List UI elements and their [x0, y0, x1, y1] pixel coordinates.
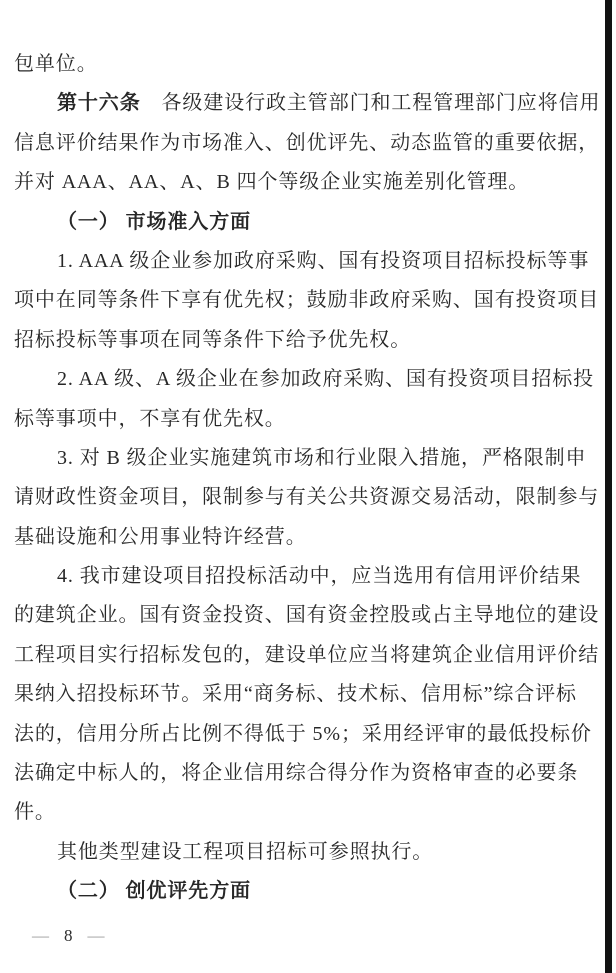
text-line: 信息评价结果作为市场准入、创优评先、动态监管的重要依据，: [14, 131, 600, 154]
text-line: 基础设施和公用事业特许经营。: [14, 525, 307, 548]
text-line: 果纳入招投标环节。采用“商务标、技术标、信用标”综合评标: [14, 683, 577, 706]
text-line: 请财政性资金项目，限制参与有关公共资源交易活动，限制参与: [14, 486, 600, 509]
article-number: 第十六条: [57, 92, 141, 115]
page-number: [32, 926, 106, 946]
text-line: 2. AA 级、A 级企业在参加政府采购、国有投资项目招标投: [57, 368, 595, 391]
text-line: 件。: [14, 801, 56, 824]
text-line: 项中在同等条件下享有优先权；鼓励非政府采购、国有投资项目: [14, 289, 600, 312]
text-line: 标等事项中，不享有优先权。: [14, 407, 286, 430]
text-line: 工程项目实行招标发包的，建设单位应当将建筑企业信用评价结: [14, 643, 600, 666]
text-line: 法确定中标人的，将企业信用综合得分作为资格审查的必要条: [14, 762, 579, 785]
page-number-value: 8: [64, 926, 74, 945]
article-text: 各级建设行政主管部门和工程管理部门应将信用: [140, 92, 601, 115]
text-line: 3. 对 B 级企业实施建筑市场和行业限入措施，严格限制申: [57, 446, 587, 469]
text-line: 法的，信用分所占比例不得低于 5%；采用经评审的最低投标价: [14, 722, 592, 745]
page-number-dash-right: —: [87, 926, 106, 945]
text-line: 招标投标等事项在同等条件下给予优先权。: [14, 328, 412, 351]
text-line: 并对 AAA、AA、A、B 四个等级企业实施差别化管理。: [14, 171, 530, 194]
text-line: 的建筑企业。国有资金投资、国有资金控股或占主导地位的建设: [14, 604, 600, 627]
text-line: 包单位。: [14, 53, 98, 75]
scan-edge-artifact: [605, 0, 612, 973]
text-line: 1. AAA 级企业参加政府采购、国有投资项目招标投标等事: [57, 249, 590, 272]
text-line-article-heading: [14, 84, 608, 123]
section-heading: （二） 创优评先方面: [57, 880, 251, 903]
text-line: 4. 我市建设项目招投标活动中，应当选用有信用评价结果: [57, 565, 582, 588]
page-number-dash-left: —: [32, 926, 50, 945]
section-heading: （一） 市场准入方面: [57, 210, 251, 233]
document-text-block: [14, 45, 608, 912]
text-line: 其他类型建设工程项目招标可参照执行。: [57, 840, 434, 863]
